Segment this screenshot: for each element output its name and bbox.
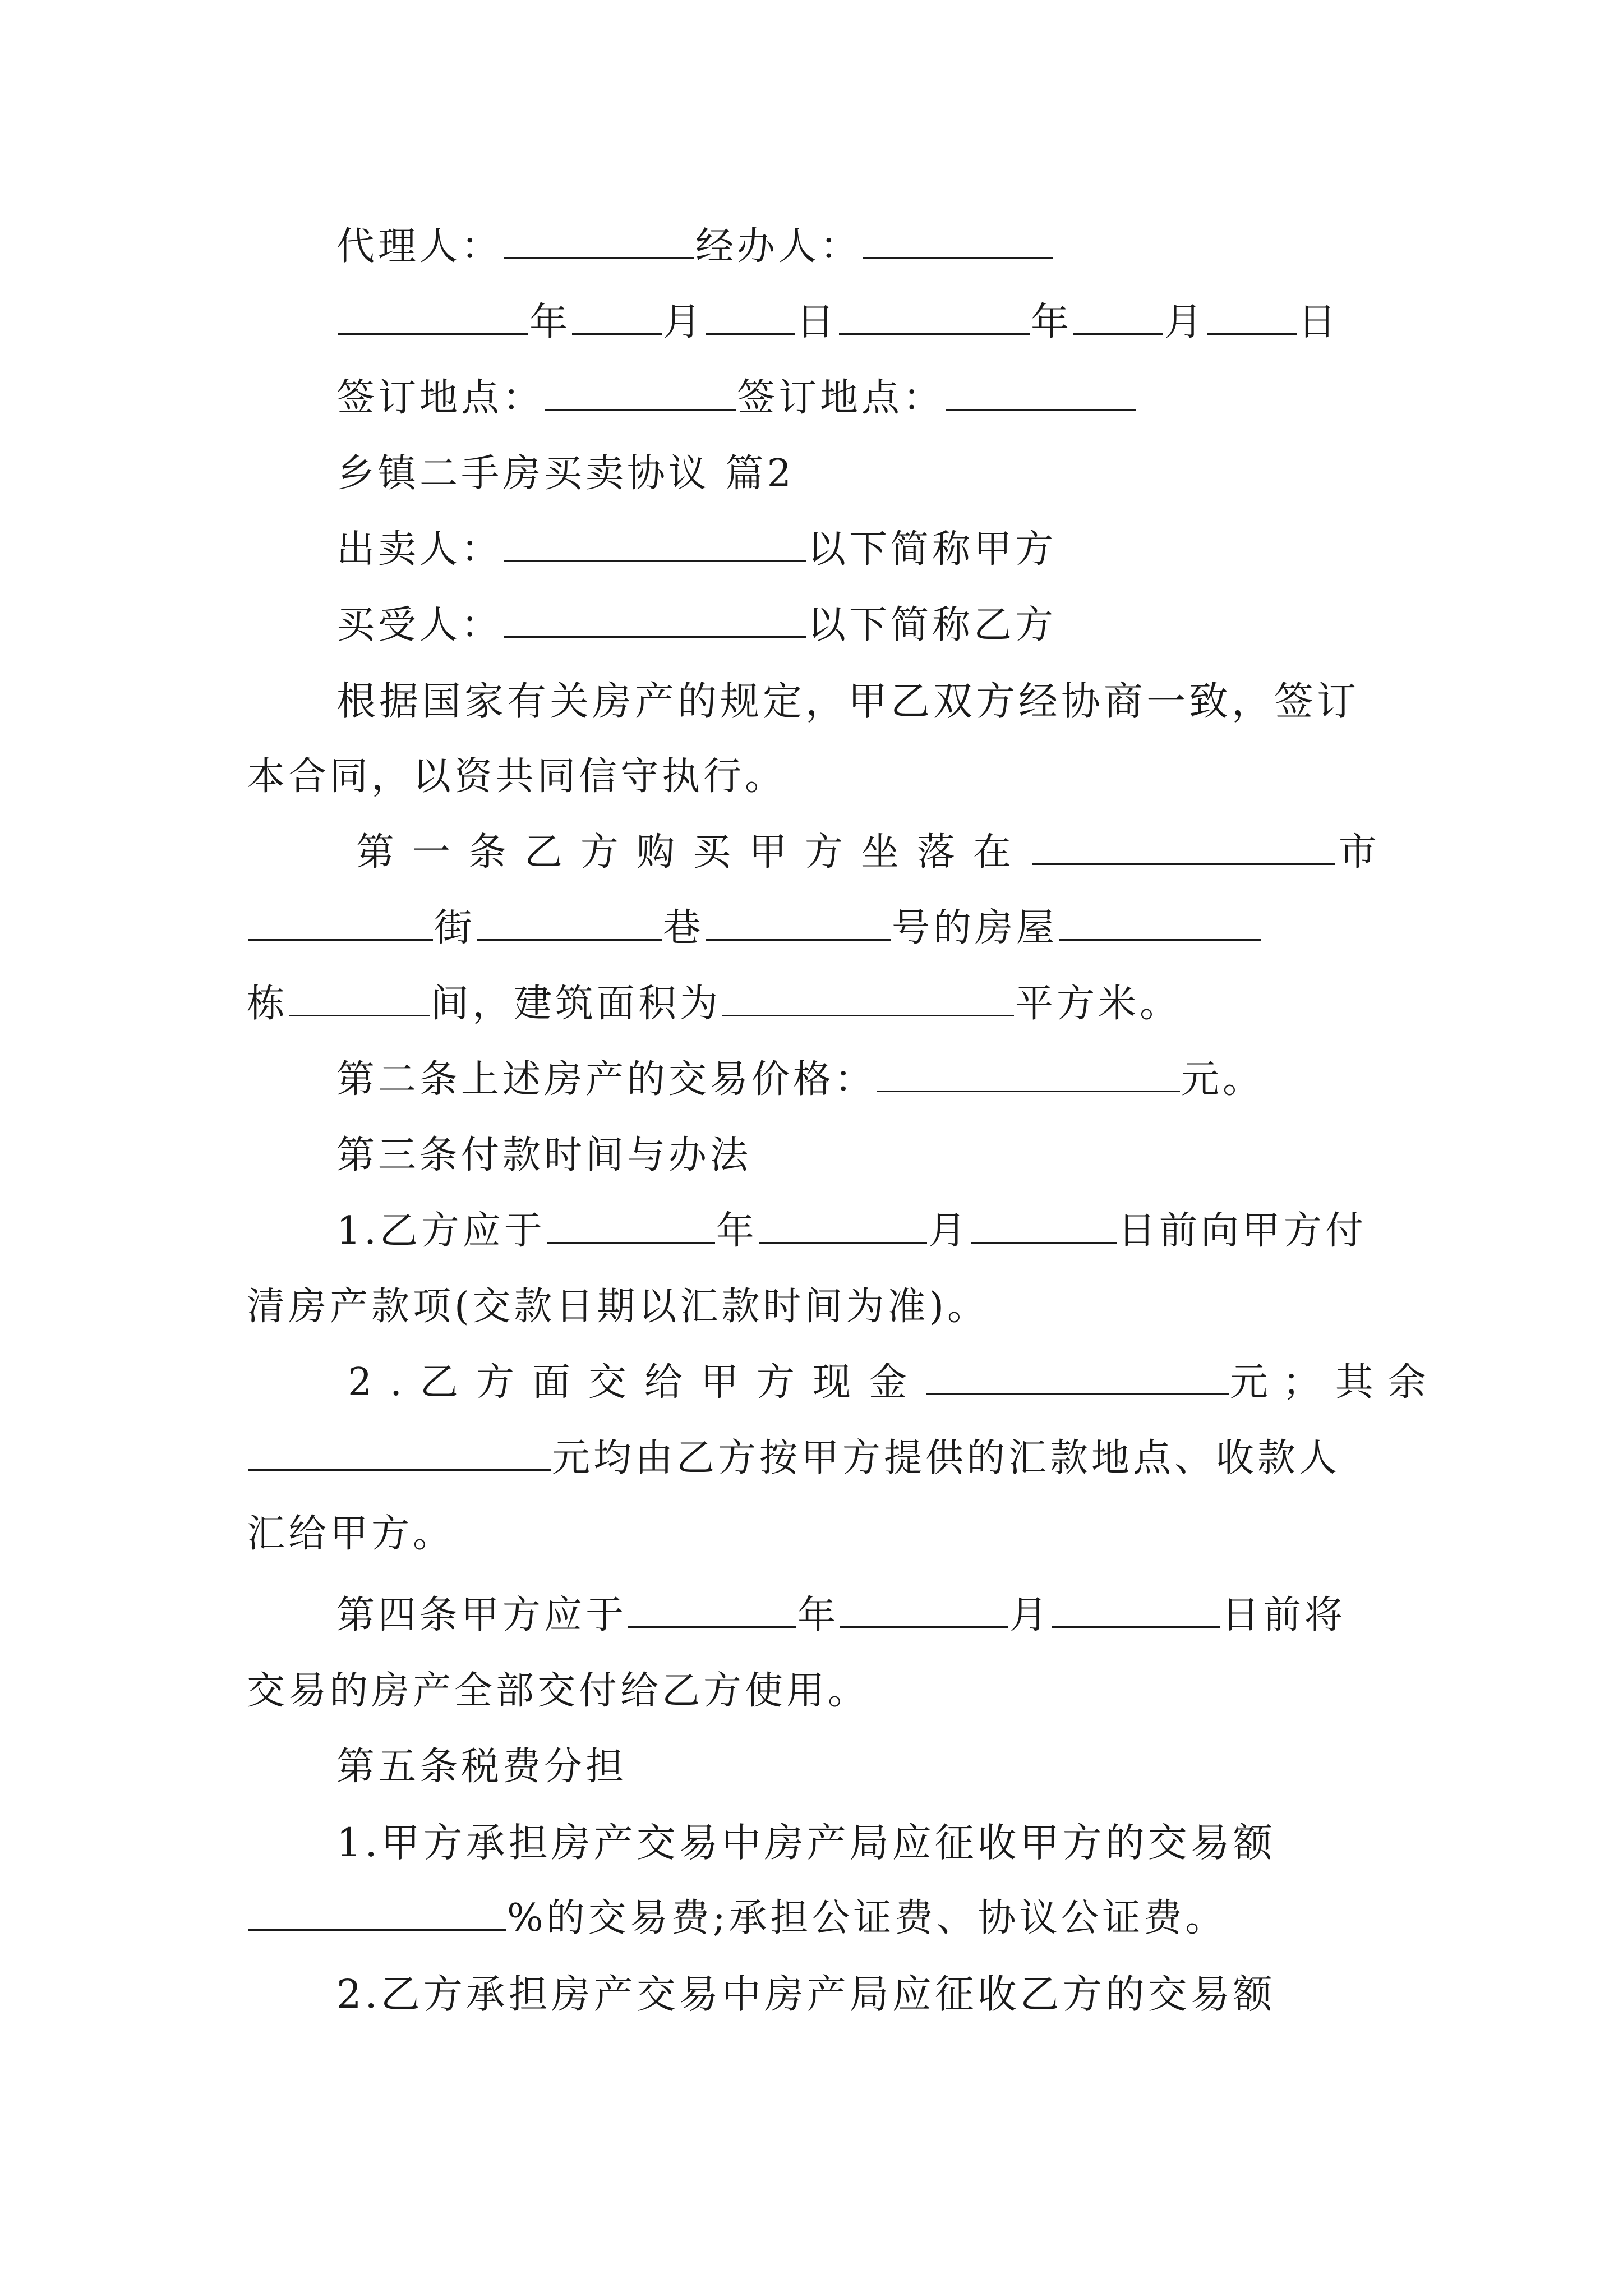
year-blank [839,297,1030,335]
month-blank [759,1206,927,1244]
month-blank [840,1590,1008,1628]
house-blank [1059,903,1261,941]
lane-blank [477,903,662,941]
day-blank [706,297,795,335]
article-3-1-line-2: 清房产款项(交款日期以汇款时间为准)。 [247,1285,989,1329]
day-blank [1207,297,1297,335]
house-number-label: 号的房屋 [892,906,1058,950]
day-label: 日 [1298,300,1340,344]
agent-label: 代理人： [336,224,503,269]
date-line [336,295,1339,351]
building-blank [289,979,430,1016]
handler-blank [863,222,1053,259]
article-2-text: 第二条上述房产的交易价格： [336,1057,877,1102]
day-blank [1052,1590,1220,1628]
agent-line [336,219,1054,275]
day-label: 日 [796,300,838,344]
article-3-2-line-2 [247,1430,1340,1487]
street-label: 街 [434,906,476,950]
article-1-line-3 [247,976,1181,1032]
location-blank [1032,827,1335,865]
agent-blank [504,222,694,259]
buyer-line [336,597,1057,654]
seller-suffix: 以下简称甲方 [808,527,1057,572]
year-label: 年 [797,1593,840,1637]
street-blank [248,903,433,941]
article-1-line-2 [247,900,1262,956]
city-label: 市 [1338,830,1377,875]
article-4-line-1 [336,1588,1346,1644]
remainder-blank [248,1433,551,1471]
article-2-line [336,1052,1264,1108]
month-blank [572,297,662,335]
seller-line [336,522,1057,578]
sign-place-line [336,370,1137,426]
buyer-label: 买受人： [336,603,503,647]
article-3-title: 第三条付款时间与办法 [336,1133,752,1177]
article-3-2-line-1 [348,1355,1441,1411]
building-label: 栋 [247,982,289,1026]
intro-line-2: 本合同，以资共同信守执行。 [247,754,787,799]
intro-line-1: 根据国家有关房产的规定，甲乙双方经协商一致，签订 [336,678,1359,724]
article-5-2-line-1: 2.乙方承担房产交易中房产局应征收乙方的交易额 [336,1971,1276,2017]
article-5-1-line-1: 1.甲方承担房产交易中房产局应征收甲方的交易额 [336,1820,1276,1866]
article-3-1-line-1 [336,1203,1367,1259]
sign-place-blank [545,373,736,411]
price-unit: 元。 [1181,1057,1265,1102]
lane-label: 巷 [663,906,705,950]
year-label: 年 [716,1209,758,1253]
year-label: 年 [1031,300,1073,344]
sign-place-label: 签订地点： [737,376,945,420]
handler-label: 经办人： [695,224,862,269]
article-4-rest: 日前将 [1221,1593,1347,1637]
article-5-1-text-2: %的交易费;承担公证费、协议公证费。 [507,1896,1227,1940]
seller-label: 出卖人： [336,527,503,572]
article-1-line-1 [356,825,1377,881]
month-blank [1073,297,1163,335]
article-3-1-rest: 日前向甲方付 [1117,1209,1367,1253]
price-blank [877,1055,1180,1092]
cash-unit: 元；其余 [1229,1360,1441,1405]
month-label: 月 [663,300,705,344]
area-unit: 平方米。 [1015,982,1182,1026]
year-blank [338,297,528,335]
article-3-1-text: 1.乙方应于 [336,1209,546,1253]
buyer-suffix: 以下简称乙方 [808,603,1057,647]
day-blank [971,1206,1117,1244]
area-blank [722,979,1014,1016]
article-5-1-line-2 [247,1890,1227,1947]
article-4-text: 第四条甲方应于 [336,1593,628,1637]
article-3-2-line-3: 汇给甲方。 [247,1512,455,1556]
sign-place-blank [946,373,1136,411]
section-heading: 乡镇二手房买卖协议 篇2 [336,452,795,496]
year-blank [547,1206,715,1244]
article-4-line-2: 交易的房产全部交付给乙方使用。 [247,1669,870,1713]
percent-blank [248,1893,506,1931]
sign-place-label: 签订地点： [336,376,545,420]
seller-blank [504,524,806,562]
article-3-2-text-2: 元均由乙方按甲方提供的汇款地点、收款人 [552,1436,1341,1480]
month-label: 月 [1164,300,1206,344]
year-label: 年 [529,300,571,344]
article-3-2-text: 2.乙方面交给甲方现金 [348,1360,925,1405]
number-blank [706,903,891,941]
area-label: 间，建筑面积为 [431,982,722,1026]
month-label: 月 [1009,1593,1052,1637]
year-blank [628,1590,796,1628]
article-1-text: 第一条乙方购买甲方坐落在 [356,830,1030,875]
article-5-title: 第五条税费分担 [336,1745,628,1789]
month-label: 月 [928,1209,970,1253]
buyer-blank [504,600,806,638]
cash-blank [926,1358,1229,1395]
